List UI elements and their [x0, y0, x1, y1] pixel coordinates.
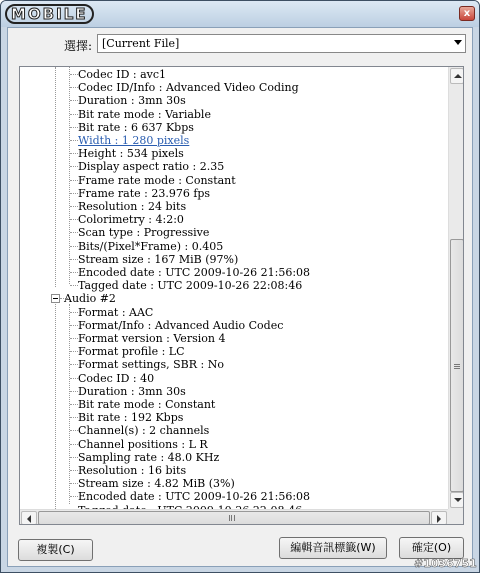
tree-guide-line [55, 299, 56, 509]
vertical-scrollbar[interactable] [448, 67, 464, 509]
tree-row[interactable]: Colorimetry : 4:2:0 [78, 213, 184, 227]
edit-tags-button[interactable]: 編輯音訊標籤(W) [279, 537, 387, 559]
tree-branch [70, 285, 78, 286]
tree-branch [70, 404, 78, 405]
arrow-up-icon [454, 74, 462, 78]
tree-branch [70, 351, 78, 352]
scroll-corner [448, 509, 464, 525]
tree-branch [70, 193, 78, 194]
tree-branch [70, 483, 78, 484]
tree-row[interactable]: Format/Info : Advanced Audio Codec [78, 318, 284, 332]
tree-row[interactable]: Channel positions : L R [78, 437, 208, 451]
tree-branch [70, 206, 78, 207]
tree-row[interactable]: Bit rate mode : Variable [78, 107, 211, 121]
tree-row[interactable]: Stream size : 167 MiB (97%) [78, 252, 239, 266]
tree-branch [70, 87, 78, 88]
scroll-down-button[interactable] [450, 492, 464, 508]
tree-branch [70, 391, 78, 392]
tree-row[interactable]: Codec ID/Info : Advanced Video Coding [78, 81, 299, 95]
tree-row[interactable]: Codec ID : 40 [78, 371, 155, 385]
tree-branch [70, 430, 78, 431]
tree-branch [70, 74, 78, 75]
file-select-dropdown[interactable] [97, 34, 466, 53]
copy-button[interactable]: 複製(C) [18, 539, 93, 561]
tree-branch [70, 180, 78, 181]
tree-row[interactable]: Sampling rate : 48.0 KHz [78, 450, 220, 464]
scroll-up-button[interactable] [450, 68, 464, 84]
tree-row[interactable]: Resolution : 16 bits [78, 463, 187, 477]
watermark-id: #1036751 [414, 557, 477, 570]
media-info-tree[interactable] [19, 66, 464, 525]
close-button[interactable]: x [459, 6, 475, 21]
grip-icon [229, 515, 235, 521]
title-bar[interactable] [1, 1, 479, 27]
horizontal-scroll-thumb[interactable] [38, 511, 430, 525]
dialog-content [7, 27, 473, 567]
tree-row[interactable]: Format : AAC [78, 305, 154, 319]
tree-row[interactable]: Duration : 3mn 30s [78, 384, 186, 398]
tree-branch [70, 325, 78, 326]
tree-row[interactable]: Channel(s) : 2 channels [78, 424, 210, 438]
tree-branch [70, 338, 78, 339]
file-select-value: [Current File] [102, 37, 180, 50]
tree-branch [70, 378, 78, 379]
tree-rows [20, 67, 448, 509]
tree-row[interactable]: Codec ID : avc1 [78, 68, 167, 81]
tree-branch [70, 166, 78, 167]
tree-row[interactable]: Format version : Version 4 [78, 331, 226, 345]
tree-node-audio[interactable]: Audio #2 [64, 292, 116, 305]
tree-row[interactable]: Bits/(Pixel*Frame) : 0.405 [78, 239, 224, 253]
tree-branch [70, 246, 78, 247]
tree-row[interactable]: Bit rate : 192 Kbps [78, 411, 184, 425]
tree-row[interactable]: Format profile : LC [78, 345, 185, 359]
grip-icon [454, 364, 460, 369]
tree-branch [70, 470, 78, 471]
tree-row[interactable]: Format settings, SBR : No [78, 358, 224, 372]
tree-branch [70, 127, 78, 128]
tree-row[interactable]: Scan type : Progressive [78, 226, 210, 240]
tree-row[interactable]: Height : 534 pixels [78, 147, 184, 161]
tree-row[interactable]: Duration : 3mn 30s [78, 94, 186, 108]
mobile01-logo: MOBILE [5, 4, 94, 24]
tree-row[interactable]: Bit rate : 6 637 Kbps [78, 120, 194, 134]
tree-branch [70, 496, 78, 497]
tree-row[interactable]: Bit rate mode : Constant [78, 397, 216, 411]
tree-row[interactable]: Stream size : 4.82 MiB (3%) [78, 477, 235, 491]
select-label: 選擇: [64, 39, 93, 53]
tree-branch [70, 259, 78, 260]
tree-row[interactable]: Tagged date : UTC 2009-10-26 22:08:46 [78, 279, 303, 293]
chevron-down-icon [454, 40, 462, 45]
arrow-left-icon [27, 515, 31, 523]
tree-row[interactable]: Encoded date : UTC 2009-10-26 21:56:08 [78, 266, 311, 279]
tree-branch [70, 312, 78, 313]
tree-branch [70, 100, 78, 101]
tree-branch [70, 140, 78, 141]
tree-branch [70, 444, 78, 445]
tree-guide-line [55, 67, 56, 287]
tree-row[interactable]: Frame rate : 23.976 fps [78, 186, 211, 200]
tree-row[interactable]: Display aspect ratio : 2.35 [78, 160, 225, 174]
tree-branch [70, 364, 78, 365]
horizontal-scrollbar[interactable] [20, 509, 448, 525]
collapse-icon[interactable] [51, 294, 60, 303]
tree-row[interactable]: Resolution : 24 bits [78, 200, 187, 213]
ok-button[interactable]: 確定(O) [399, 537, 464, 559]
tree-branch [70, 457, 78, 458]
tree-branch [70, 272, 78, 273]
tree-branch [70, 417, 78, 418]
vertical-scroll-thumb[interactable] [450, 239, 464, 492]
tree-branch [70, 114, 78, 115]
tree-row[interactable]: Encoded date : UTC 2009-10-26 21:56:08 [78, 490, 311, 504]
tree-branch [70, 232, 78, 233]
scroll-left-button[interactable] [21, 511, 37, 525]
tree-branch [70, 153, 78, 154]
tree-branch [70, 219, 78, 220]
tree-row[interactable]: Frame rate mode : Constant [78, 173, 236, 187]
tree-row[interactable]: Width : 1 280 pixels [78, 134, 190, 147]
arrow-right-icon [437, 515, 441, 523]
arrow-down-icon [454, 498, 462, 502]
scroll-right-button[interactable] [431, 511, 447, 525]
